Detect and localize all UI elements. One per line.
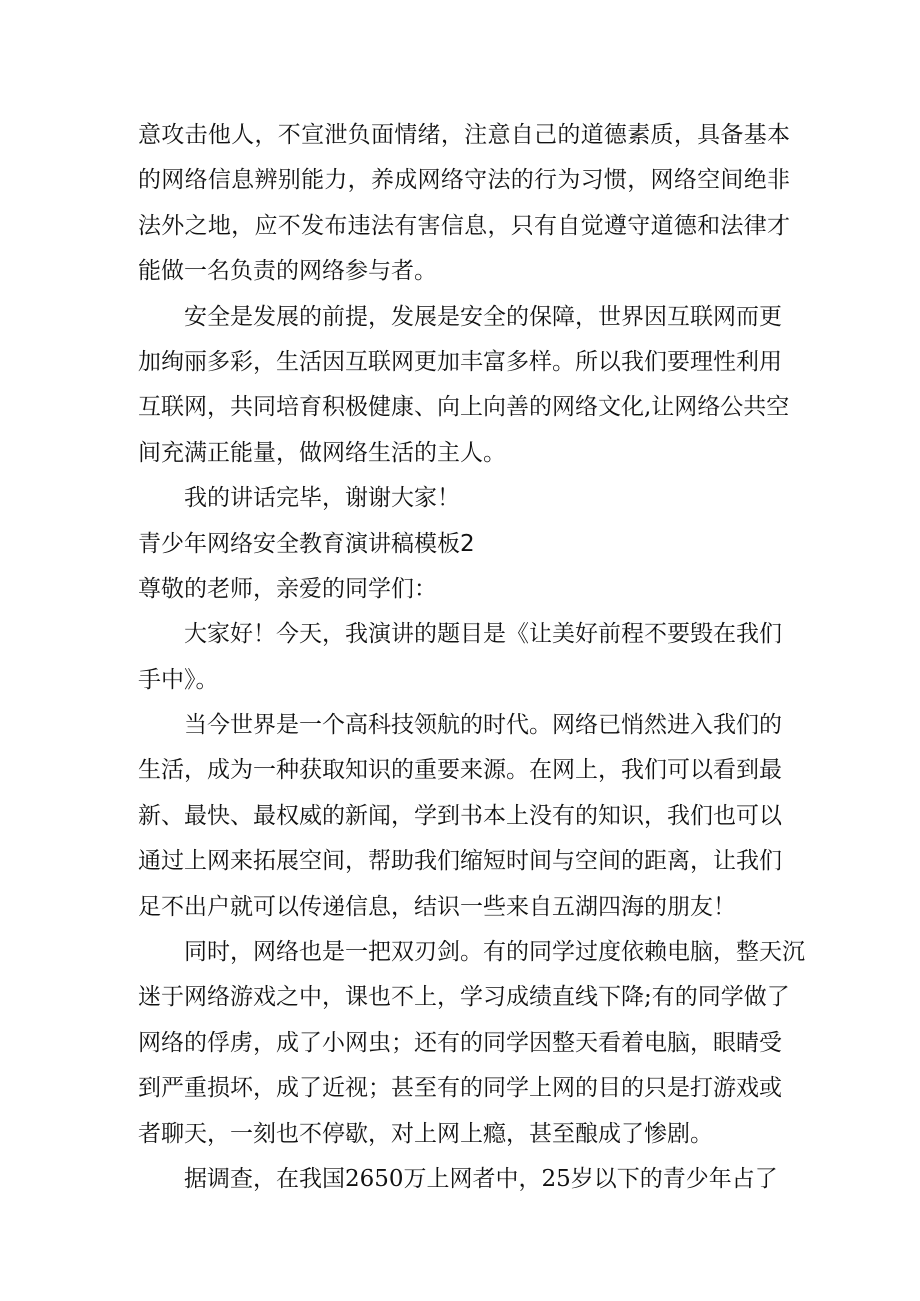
paragraph-line: 同时，网络也是一把双刃剑。有的同学过度依赖电脑，整天沉 [184,939,805,966]
paragraph-line: 生活，成为一种获取知识的重要来源。在网上，我们可以看到最 [138,757,782,784]
paragraph-line: 据调查，在我国2650万上网者中，25岁以下的青少年占了 [184,1165,778,1192]
paragraph-line: 当今世界是一个高科技领航的时代。网络已悄然进入我们的 [184,712,782,739]
paragraph-line: 加绚丽多彩，生活因互联网更加丰富多样。所以我们要理性利用 [138,348,782,375]
paragraph-line: 的网络信息辨别能力，养成网络守法的行为习惯，网络空间绝非 [138,167,790,194]
paragraph-line: 足不出户就可以传递信息，结识一些来自五湖四海的朋友！ [138,893,736,920]
paragraph-line: 网络的俘虏，成了小网虫；还有的同学因整天看着电脑，眼睛受 [138,1029,782,1056]
paragraph-line: 能做一名负责的网络参与者。 [138,258,437,285]
paragraph-line: 意攻击他人，不宣泄负面情绪，注意自己的道德素质，具备基本 [138,122,790,148]
paragraph-line: 法外之地，应不发布违法有害信息，只有自觉遵守道德和法律才 [138,212,790,239]
paragraph-line: 大家好！今天，我演讲的题目是《让美好前程不要毁在我们 [184,621,782,648]
paragraph-line: 间充满正能量，做网络生活的主人。 [138,439,506,466]
paragraph-line: 新、最快、最权威的新闻，学到书本上没有的知识，我们也可以 [138,802,782,829]
paragraph-line: 迷于网络游戏之中，课也不上，学习成绩直线下降;有的同学做了 [138,984,790,1011]
paragraph-line: 安全是发展的前提，发展是安全的保障，世界因互联网而更 [184,303,782,330]
paragraph-line: 通过上网来拓展空间，帮助我们缩短时间与空间的距离，让我们 [138,848,782,875]
document-body [138,113,805,1202]
paragraph-line: 到严重损坏，成了近视；甚至有的同学上网的目的只是打游戏或 [138,1075,782,1102]
paragraph-line: 互联网，共同培育积极健康、向上向善的网络文化,让网络公共空 [138,394,790,421]
paragraph-line: 者聊天，一刻也不停歇，对上网上瘾，甚至酿成了惨剧。 [138,1120,713,1147]
paragraph-line: 手中》。 [138,666,219,693]
closing-line: 我的讲话完毕，谢谢大家！ [184,485,460,512]
section-title: 青少年网络安全教育演讲稿模板2 [138,530,475,557]
salutation: 尊敬的老师，亲爱的同学们： [138,575,437,602]
